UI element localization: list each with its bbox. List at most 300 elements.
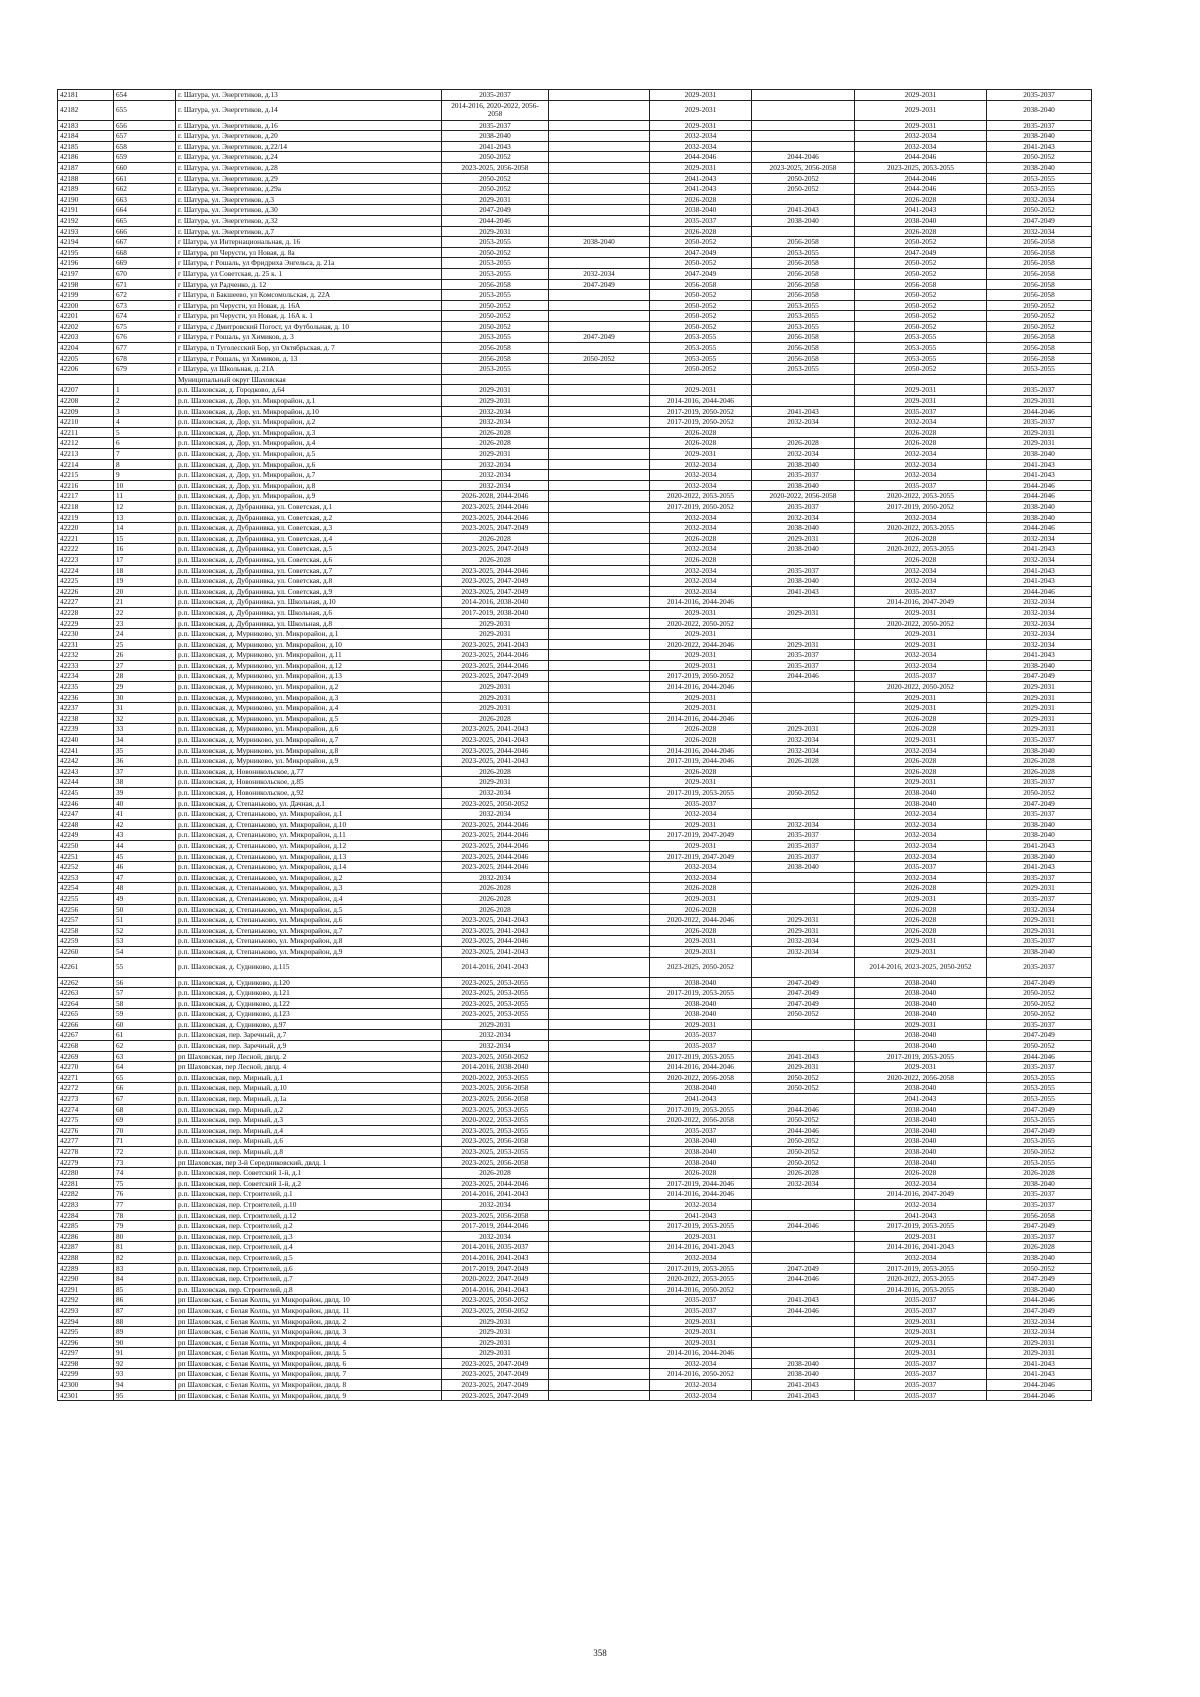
- period-cell: 2029-2031: [650, 1019, 752, 1030]
- period-cell: 2047-2049: [987, 215, 1092, 226]
- table-row: [58, 1390, 1092, 1401]
- period-cell: [549, 1231, 650, 1242]
- period-cell: 2029-2031: [752, 1062, 855, 1073]
- period-cell: 2023-2025, 2056-2058: [442, 1210, 549, 1221]
- period-cell: [549, 1168, 650, 1179]
- period-cell: [549, 713, 650, 724]
- period-cell: 2032-2034: [855, 650, 987, 661]
- period-cell: [549, 544, 650, 555]
- table-row: [58, 893, 1092, 904]
- period-cell: 2038-2040: [752, 523, 855, 534]
- empty-cell: [752, 374, 855, 385]
- period-cell: 2017-2019, 2053-2055: [650, 1263, 752, 1274]
- row-id-cell: 42249: [58, 830, 114, 841]
- period-cell: [549, 321, 650, 332]
- period-cell: 2053-2055: [442, 364, 549, 375]
- period-cell: [549, 1316, 650, 1327]
- period-cell: 2023-2025, 2044-2046: [442, 1178, 549, 1189]
- period-cell: 2050-2052: [442, 247, 549, 258]
- row-id-cell: 42188: [58, 173, 114, 184]
- period-cell: 2014-2016, 2050-2052: [650, 1369, 752, 1380]
- period-cell: 2032-2034: [650, 480, 752, 491]
- row-number-cell: 89: [114, 1327, 176, 1338]
- table-row: [58, 1168, 1092, 1179]
- row-number-cell: 1: [114, 385, 176, 396]
- period-cell: 2026-2028: [650, 533, 752, 544]
- row-number-cell: 24: [114, 629, 176, 640]
- period-cell: 2056-2058: [987, 353, 1092, 364]
- address-cell: р.п. Шаховская, пер. Строителей, д.8: [176, 1284, 442, 1295]
- period-cell: 2038-2040: [855, 988, 987, 999]
- period-cell: 2029-2031: [752, 533, 855, 544]
- period-cell: [752, 100, 855, 120]
- period-cell: 2023-2025, 2044-2046: [442, 862, 549, 873]
- period-cell: 2038-2040: [442, 131, 549, 142]
- period-cell: 2056-2058: [987, 279, 1092, 290]
- period-cell: 2023-2025, 2044-2046: [442, 830, 549, 841]
- period-cell: 2053-2055: [987, 1157, 1092, 1168]
- period-cell: 2038-2040: [549, 237, 650, 248]
- table-row: [58, 629, 1092, 640]
- row-number-cell: 42: [114, 819, 176, 830]
- period-cell: 2014-2016, 2023-2025, 2050-2052: [855, 957, 987, 977]
- period-cell: [549, 629, 650, 640]
- period-cell: 2029-2031: [855, 639, 987, 650]
- period-cell: [549, 1274, 650, 1285]
- period-cell: 2017-2019, 2050-2052: [650, 671, 752, 682]
- row-number-cell: 43: [114, 830, 176, 841]
- period-cell: 2047-2049: [752, 1263, 855, 1274]
- table-row: [58, 427, 1092, 438]
- row-id-cell: 42296: [58, 1337, 114, 1348]
- address-cell: рп Шаховская, с Белая Колпь, ул Микрорайон, двлд. 11: [176, 1305, 442, 1316]
- period-cell: 2038-2040: [855, 1115, 987, 1126]
- period-cell: 2050-2052: [752, 1147, 855, 1158]
- repair-schedule-table: [57, 89, 1092, 1401]
- period-cell: 2020-2022, 2050-2052: [855, 618, 987, 629]
- row-id-cell: 42252: [58, 862, 114, 873]
- row-id-cell: 42240: [58, 735, 114, 746]
- period-cell: 2050-2052: [855, 321, 987, 332]
- period-cell: 2047-2049: [987, 1104, 1092, 1115]
- period-cell: 2029-2031: [650, 100, 752, 120]
- period-cell: 2023-2025, 2044-2046: [442, 819, 549, 830]
- period-cell: 2041-2043: [650, 173, 752, 184]
- period-cell: 2032-2034: [650, 544, 752, 555]
- period-cell: 2032-2034: [650, 512, 752, 523]
- row-number-cell: 669: [114, 258, 176, 269]
- period-cell: [549, 1051, 650, 1062]
- period-cell: 2038-2040: [650, 998, 752, 1009]
- table-row: [58, 1210, 1092, 1221]
- address-cell: р.п. Шаховская, д. Дор, ул. Микрорайон, д.8: [176, 480, 442, 491]
- period-cell: [752, 703, 855, 714]
- row-number-cell: 663: [114, 194, 176, 205]
- period-cell: [549, 565, 650, 576]
- period-cell: 2035-2037: [987, 1231, 1092, 1242]
- period-cell: 2029-2031: [752, 915, 855, 926]
- period-cell: 2032-2034: [650, 586, 752, 597]
- period-cell: 2023-2025, 2044-2046: [442, 936, 549, 947]
- row-id-cell: 42267: [58, 1030, 114, 1041]
- period-cell: [549, 1199, 650, 1210]
- period-cell: [549, 1252, 650, 1263]
- period-cell: 2026-2028: [650, 554, 752, 565]
- table-row: [58, 639, 1092, 650]
- row-id-cell: 42269: [58, 1051, 114, 1062]
- period-cell: 2032-2034: [650, 862, 752, 873]
- table-row: [58, 798, 1092, 809]
- period-cell: 2056-2058: [987, 1210, 1092, 1221]
- table-row: [58, 1104, 1092, 1115]
- period-cell: 2023-2025, 2041-2043: [442, 915, 549, 926]
- period-cell: 2029-2031: [855, 692, 987, 703]
- table-row: [58, 1083, 1092, 1094]
- period-cell: 2035-2037: [987, 872, 1092, 883]
- period-cell: 2020-2022, 2053-2055: [855, 523, 987, 534]
- schedule-table-container: [57, 89, 1091, 1401]
- period-cell: 2023-2025, 2056-2058: [442, 1083, 549, 1094]
- table-row: [58, 470, 1092, 481]
- row-number-cell: 14: [114, 523, 176, 534]
- period-cell: 2029-2031: [855, 735, 987, 746]
- period-cell: 2026-2028: [442, 883, 549, 894]
- period-cell: 2056-2058: [987, 332, 1092, 343]
- period-cell: [549, 364, 650, 375]
- period-cell: [549, 735, 650, 746]
- row-id-cell: 42283: [58, 1199, 114, 1210]
- period-cell: 2038-2040: [752, 459, 855, 470]
- period-cell: 2056-2058: [752, 268, 855, 279]
- table-row: [58, 650, 1092, 661]
- period-cell: 2029-2031: [855, 1062, 987, 1073]
- row-number-cell: 17: [114, 554, 176, 565]
- row-id-cell: 42271: [58, 1072, 114, 1083]
- row-number-cell: 45: [114, 851, 176, 862]
- address-cell: г Шатура, рп Черусти, ул Новая, д. 16А: [176, 300, 442, 311]
- table-row: [58, 1094, 1092, 1105]
- period-cell: 2044-2046: [855, 184, 987, 195]
- period-cell: 2029-2031: [987, 724, 1092, 735]
- period-cell: 2020-2022, 2044-2046: [650, 915, 752, 926]
- period-cell: 2032-2034: [855, 449, 987, 460]
- period-cell: 2032-2034: [987, 1327, 1092, 1338]
- period-cell: 2032-2034: [650, 470, 752, 481]
- table-row: [58, 501, 1092, 512]
- row-number-cell: 38: [114, 777, 176, 788]
- row-id-cell: 42192: [58, 215, 114, 226]
- period-cell: 2038-2040: [752, 480, 855, 491]
- period-cell: 2053-2055: [442, 258, 549, 269]
- address-cell: р.п. Шаховская, д. Мурниково, ул. Микрорайон, д.6: [176, 724, 442, 735]
- row-number-cell: 23: [114, 618, 176, 629]
- period-cell: 2029-2031: [650, 703, 752, 714]
- period-cell: 2047-2049: [987, 1274, 1092, 1285]
- row-id-cell: 42242: [58, 756, 114, 767]
- row-id-cell: 42191: [58, 205, 114, 216]
- period-cell: [549, 1284, 650, 1295]
- period-cell: 2023-2025, 2044-2046: [442, 745, 549, 756]
- address-cell: г. Шатура, ул. Энергетиков, д.16: [176, 120, 442, 131]
- period-cell: 2014-2016, 2041-2043: [442, 957, 549, 977]
- period-cell: [549, 660, 650, 671]
- row-id-cell: 42225: [58, 576, 114, 587]
- period-cell: 2038-2040: [752, 544, 855, 555]
- row-id-cell: 42301: [58, 1390, 114, 1401]
- period-cell: 2050-2052: [752, 173, 855, 184]
- period-cell: 2050-2052: [442, 321, 549, 332]
- period-cell: 2023-2025, 2050-2052: [650, 957, 752, 977]
- address-cell: р.п. Шаховская, д. Степаньково, ул. Дачная, д.1: [176, 798, 442, 809]
- row-number-cell: 74: [114, 1168, 176, 1179]
- period-cell: 2035-2037: [855, 1380, 987, 1391]
- period-cell: 2050-2052: [442, 184, 549, 195]
- period-cell: [549, 1242, 650, 1253]
- row-number-cell: 85: [114, 1284, 176, 1295]
- period-cell: [549, 459, 650, 470]
- row-number-cell: 88: [114, 1316, 176, 1327]
- period-cell: 2029-2031: [987, 438, 1092, 449]
- row-id-cell: 42221: [58, 533, 114, 544]
- address-cell: г. Шатура, ул. Энергетиков, д.22/14: [176, 141, 442, 152]
- address-cell: р.п. Шаховская, д. Новоникольское, д.92: [176, 788, 442, 799]
- period-cell: [549, 396, 650, 407]
- period-cell: 2044-2046: [752, 1125, 855, 1136]
- empty-cell: [442, 374, 549, 385]
- row-number-cell: 77: [114, 1199, 176, 1210]
- table-row: [58, 1274, 1092, 1285]
- table-row: [58, 120, 1092, 131]
- period-cell: 2038-2040: [987, 1252, 1092, 1263]
- address-cell: г Шатура, с Дмитровский Погост, ул Футбольная, д. 10: [176, 321, 442, 332]
- period-cell: 2056-2058: [752, 258, 855, 269]
- period-cell: [549, 851, 650, 862]
- period-cell: [752, 1327, 855, 1338]
- table-row: [58, 1178, 1092, 1189]
- row-id-cell: 42228: [58, 607, 114, 618]
- address-cell: р.п. Шаховская, д. Дубранивка, ул. Советская, д.3: [176, 523, 442, 534]
- period-cell: 2032-2034: [752, 449, 855, 460]
- address-cell: р.п. Шаховская, пер. Советский 1-й, д.1: [176, 1168, 442, 1179]
- period-cell: 2056-2058: [987, 343, 1092, 354]
- empty-cell: [114, 374, 176, 385]
- period-cell: 2014-2016, 2038-2040: [442, 597, 549, 608]
- period-cell: 2029-2031: [752, 639, 855, 650]
- row-number-cell: 26: [114, 650, 176, 661]
- period-cell: 2026-2028: [442, 893, 549, 904]
- row-number-cell: 21: [114, 597, 176, 608]
- period-cell: 2032-2034: [752, 735, 855, 746]
- period-cell: 2050-2052: [987, 1041, 1092, 1052]
- row-number-cell: 3: [114, 406, 176, 417]
- period-cell: 2023-2025, 2047-2049: [442, 586, 549, 597]
- row-id-cell: 42234: [58, 671, 114, 682]
- period-cell: 2035-2037: [442, 90, 549, 101]
- period-cell: 2029-2031: [987, 713, 1092, 724]
- row-number-cell: 13: [114, 512, 176, 523]
- period-cell: 2038-2040: [987, 100, 1092, 120]
- period-cell: 2032-2034: [650, 1390, 752, 1401]
- period-cell: 2053-2055: [987, 1136, 1092, 1147]
- address-cell: р.п. Шаховская, д. Судниково, д.115: [176, 957, 442, 977]
- period-cell: 2026-2028: [752, 756, 855, 767]
- period-cell: [549, 554, 650, 565]
- period-cell: 2032-2034: [650, 576, 752, 587]
- period-cell: 2035-2037: [987, 1199, 1092, 1210]
- period-cell: 2041-2043: [650, 1094, 752, 1105]
- period-cell: 2023-2025, 2047-2049: [442, 576, 549, 587]
- row-number-cell: 33: [114, 724, 176, 735]
- table-row: [58, 1030, 1092, 1041]
- period-cell: 2041-2043: [442, 141, 549, 152]
- period-cell: 2023-2025, 2050-2052: [442, 1305, 549, 1316]
- row-id-cell: 42193: [58, 226, 114, 237]
- address-cell: рп Шаховская, с Белая Колпь, ул Микрорайон, двлд. 6: [176, 1358, 442, 1369]
- table-row: [58, 353, 1092, 364]
- period-cell: 2023-2025, 2053-2055: [442, 977, 549, 988]
- period-cell: [549, 427, 650, 438]
- table-row: [58, 258, 1092, 269]
- period-cell: 2038-2040: [987, 1178, 1092, 1189]
- period-cell: 2032-2034: [855, 872, 987, 883]
- row-number-cell: 674: [114, 311, 176, 322]
- period-cell: 2041-2043: [987, 565, 1092, 576]
- period-cell: 2035-2037: [650, 1041, 752, 1052]
- period-cell: 2050-2052: [650, 237, 752, 248]
- row-number-cell: 31: [114, 703, 176, 714]
- period-cell: 2026-2028: [987, 1168, 1092, 1179]
- period-cell: 2038-2040: [855, 1125, 987, 1136]
- row-id-cell: 42299: [58, 1369, 114, 1380]
- period-cell: 2032-2034: [987, 194, 1092, 205]
- period-cell: 2032-2034: [442, 459, 549, 470]
- period-cell: 2032-2034: [549, 268, 650, 279]
- period-cell: 2020-2022, 2056-2058: [650, 1115, 752, 1126]
- address-cell: г Шатура, рп Черусти, ул Новая, д. 16А к. 1: [176, 311, 442, 322]
- period-cell: 2050-2052: [442, 300, 549, 311]
- row-id-cell: 42203: [58, 332, 114, 343]
- row-number-cell: 679: [114, 364, 176, 375]
- row-id-cell: 42206: [58, 364, 114, 375]
- address-cell: р.п. Шаховская, пер. Строителей, д.7: [176, 1274, 442, 1285]
- row-id-cell: 42272: [58, 1083, 114, 1094]
- table-row: [58, 237, 1092, 248]
- row-id-cell: 42227: [58, 597, 114, 608]
- period-cell: 2026-2028: [855, 554, 987, 565]
- period-cell: 2032-2034: [442, 1231, 549, 1242]
- period-cell: 2026-2028: [650, 438, 752, 449]
- period-cell: [752, 120, 855, 131]
- period-cell: 2053-2055: [855, 332, 987, 343]
- period-cell: [549, 618, 650, 629]
- period-cell: 2038-2040: [987, 660, 1092, 671]
- period-cell: 2029-2031: [855, 777, 987, 788]
- period-cell: 2035-2037: [650, 1305, 752, 1316]
- empty-cell: [987, 374, 1092, 385]
- table-row: [58, 268, 1092, 279]
- period-cell: [549, 1115, 650, 1126]
- row-number-cell: 82: [114, 1252, 176, 1263]
- period-cell: 2035-2037: [855, 586, 987, 597]
- period-cell: 2017-2019, 2044-2046: [442, 1221, 549, 1232]
- period-cell: 2017-2019, 2047-2049: [442, 1263, 549, 1274]
- period-cell: 2047-2049: [987, 1125, 1092, 1136]
- period-cell: [752, 777, 855, 788]
- period-cell: 2053-2055: [752, 364, 855, 375]
- period-cell: [752, 1348, 855, 1359]
- address-cell: р.п. Шаховская, д. Мурниково, ул. Микрорайон, д.4: [176, 703, 442, 714]
- period-cell: 2050-2052: [442, 173, 549, 184]
- period-cell: 2047-2049: [549, 332, 650, 343]
- period-cell: 2050-2052: [855, 290, 987, 301]
- row-id-cell: 42220: [58, 523, 114, 534]
- address-cell: г. Шатура, ул. Энергетиков, д.28: [176, 162, 442, 173]
- period-cell: 2044-2046: [752, 1274, 855, 1285]
- address-cell: р.п. Шаховская, д. Дубранивка, ул. Советская, д.8: [176, 576, 442, 587]
- period-cell: 2014-2016, 2044-2046: [650, 1348, 752, 1359]
- row-number-cell: 667: [114, 237, 176, 248]
- row-number-cell: 51: [114, 915, 176, 926]
- period-cell: 2029-2031: [855, 1337, 987, 1348]
- address-cell: р.п. Шаховская, д. Дубранивка, ул. Школьная, д.6: [176, 607, 442, 618]
- period-cell: 2056-2058: [442, 343, 549, 354]
- period-cell: 2047-2049: [752, 977, 855, 988]
- period-cell: 2029-2031: [855, 1019, 987, 1030]
- period-cell: 2023-2025, 2041-2043: [442, 756, 549, 767]
- period-cell: 2032-2034: [650, 1358, 752, 1369]
- table-row: [58, 1189, 1092, 1200]
- period-cell: 2038-2040: [987, 946, 1092, 957]
- period-cell: 2053-2055: [987, 364, 1092, 375]
- period-cell: 2032-2034: [752, 745, 855, 756]
- period-cell: [549, 1041, 650, 1052]
- table-row: [58, 586, 1092, 597]
- row-id-cell: 42257: [58, 915, 114, 926]
- period-cell: [549, 152, 650, 163]
- row-number-cell: 16: [114, 544, 176, 555]
- period-cell: 2053-2055: [442, 290, 549, 301]
- period-cell: 2026-2028: [855, 766, 987, 777]
- address-cell: рп Шаховская, с Белая Колпь, ул Микрорайон, двлд. 9: [176, 1390, 442, 1401]
- period-cell: [549, 576, 650, 587]
- period-cell: 2023-2025, 2041-2043: [442, 735, 549, 746]
- period-cell: [549, 523, 650, 534]
- period-cell: 2038-2040: [752, 215, 855, 226]
- period-cell: 2047-2049: [987, 1305, 1092, 1316]
- period-cell: 2023-2025, 2056-2058: [442, 1094, 549, 1105]
- address-cell: г Шатура, п Туголесский Бор, ул Октябрьская, д. 7: [176, 343, 442, 354]
- period-cell: [549, 724, 650, 735]
- row-id-cell: 42224: [58, 565, 114, 576]
- row-id-cell: 42265: [58, 1009, 114, 1020]
- period-cell: 2041-2043: [752, 205, 855, 216]
- row-number-cell: 660: [114, 162, 176, 173]
- period-cell: 2026-2028: [855, 724, 987, 735]
- address-cell: р.п. Шаховская, д. Степаньково, ул. Микрорайон, д.2: [176, 872, 442, 883]
- period-cell: 2032-2034: [855, 745, 987, 756]
- address-cell: р.п. Шаховская, д. Мурниково, ул. Микрорайон, д.11: [176, 650, 442, 661]
- address-cell: р.п. Шаховская, д. Дубранивка, ул. Советская, д.2: [176, 512, 442, 523]
- period-cell: 2038-2040: [855, 1030, 987, 1041]
- table-row: [58, 1136, 1092, 1147]
- period-cell: 2056-2058: [987, 268, 1092, 279]
- period-cell: 2041-2043: [855, 1210, 987, 1221]
- period-cell: [549, 100, 650, 120]
- period-cell: 2029-2031: [987, 925, 1092, 936]
- row-number-cell: 52: [114, 925, 176, 936]
- period-cell: 2023-2025, 2044-2046: [442, 512, 549, 523]
- address-cell: р.п. Шаховская, д. Степаньково, ул. Микрорайон, д.9: [176, 946, 442, 957]
